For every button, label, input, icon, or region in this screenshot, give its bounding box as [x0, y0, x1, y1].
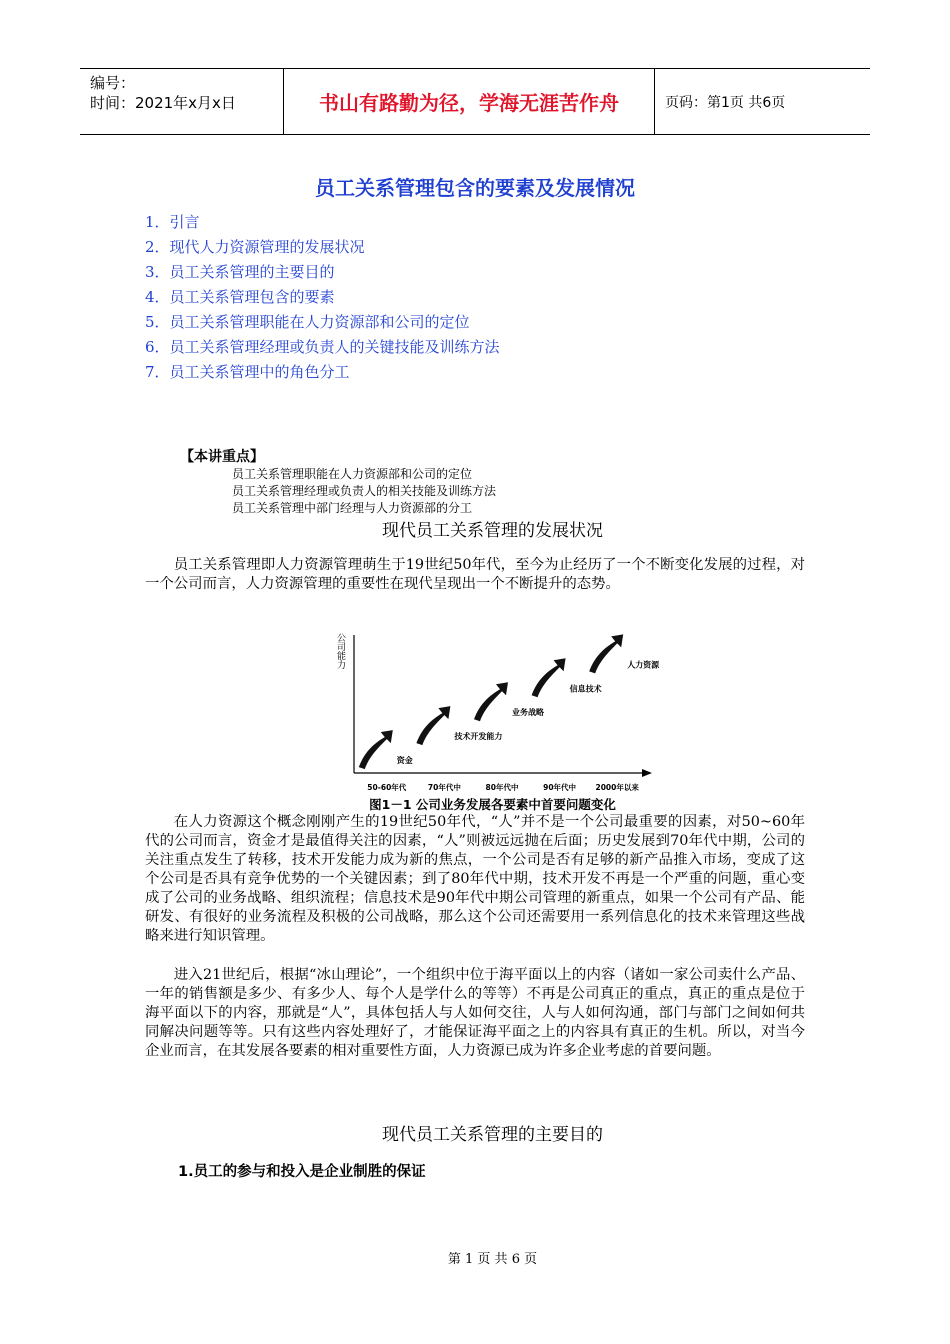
data-annotation-label: 资金	[396, 756, 413, 766]
data-point-arrow	[416, 706, 450, 745]
data-point-arrow	[589, 634, 623, 673]
figure-chart	[330, 625, 660, 800]
data-annotation-label: 人力资源	[627, 660, 660, 670]
toc-item[interactable]: 6．员工关系管理经理或负责人的关键技能及训练方法	[145, 338, 500, 356]
paragraph: 进入21世纪后，根据“冰山理论”，一个组织中位于海平面以上的内容（诸如一家公司卖什么产品、一年的销售额是多少、有多少人、每个人是学什么的等等）不再是公司真正的重点，真正的重点是位于海平面以下的内容，那就是“人”，具体包括人与人如何交往，人与人如何沟通，部门与部门之间如何共同解决问题等等。只有这些内容处理好了，才能保证海平面之上的内容具有真正的生机。所以，对当今企业而言，在其发展各要素的相对重要性方面，人力资源已成为许多企业考虑的首要问题。	[145, 967, 805, 1059]
header-page-info: 页码：第1页 共6页	[665, 94, 786, 111]
number-label: 编号：	[90, 74, 136, 92]
sub-heading: 1.员工的参与和投入是企业制胜的保证	[178, 1164, 426, 1180]
toc-item[interactable]: 2．现代人力资源管理的发展状况	[145, 238, 365, 256]
x-tick-label: 70年代中	[427, 783, 461, 792]
toc-item[interactable]: 4．员工关系管理包含的要素	[145, 288, 335, 306]
x-tick-label: 80年代中	[485, 783, 519, 792]
focus-item: 员工关系管理经理或负责人的相关技能及训练方法	[232, 484, 497, 498]
data-point-arrow	[359, 730, 393, 769]
x-tick-label: 50-60年代	[367, 783, 407, 792]
page-footer: 第 1 页 共 6 页	[447, 1252, 538, 1267]
data-annotation-label: 信息技术	[569, 684, 602, 694]
table-of-contents	[145, 210, 500, 385]
section-title: 现代员工关系管理的主要目的	[382, 1125, 603, 1145]
chart-svg	[330, 625, 660, 800]
x-tick-label: 90年代中	[543, 783, 577, 792]
toc-item[interactable]: 5．员工关系管理职能在人力资源部和公司的定位	[145, 313, 470, 331]
header-motto: 书山有路勤为径，学海无涯苦作舟	[283, 69, 655, 134]
data-point-arrow	[474, 682, 508, 721]
toc-item[interactable]: 1．引言	[145, 213, 200, 231]
x-tick-label: 2000年以来	[595, 783, 639, 792]
toc-item[interactable]: 7．员工关系管理中的角色分工	[145, 363, 350, 381]
paragraph: 在人力资源这个概念刚刚产生的19世纪50年代，“人”并不是一个公司最重要的因素，对50~60年代的公司而言，资金才是最值得关注的因素，“人”则被远远抛在后面；历史发展到70年代中期，公司的关注重点发生了转移，技术开发能力成为新的焦点，一个公司是否有足够的新产品推入市场，变成了这个公司是否具有竞争优势的一个关键因素；到了80年代中期，技术开发不再是一个严重的问题，重心变成了公司的业务战略、组织流程；信息技术是90年代中期公司管理的新重点，如果一个公司有产品、能研发、有很好的业务流程及积极的公司战略，那么这个公司还需要用一系列信息化的技术来管理这些战略来进行知识管理。	[145, 814, 805, 944]
section-title: 现代员工关系管理的发展状况	[382, 521, 603, 541]
document-title: 员工关系管理包含的要素及发展情况	[315, 176, 635, 200]
page-header	[80, 68, 870, 135]
focus-item: 员工关系管理中部门经理与人力资源部的分工	[232, 501, 473, 515]
focus-heading: 【本讲重点】	[180, 449, 264, 465]
data-annotation-label: 业务战略	[512, 708, 544, 718]
data-point-arrow	[532, 658, 566, 697]
paragraph: 员工关系管理即人力资源管理萌生于19世纪50年代，至今为止经历了一个不断变化发展的过程，对一个公司而言，人力资源管理的重要性在现代呈现出一个不断提升的态势。	[145, 557, 805, 592]
y-axis-label: 公司能力	[335, 633, 345, 669]
toc-item[interactable]: 3．员工关系管理的主要目的	[145, 263, 335, 281]
header-meta	[80, 69, 283, 134]
x-axis-arrow	[642, 769, 652, 777]
data-annotation-label: 技术开发能力	[454, 732, 503, 742]
time-label: 时间：2021年x月x日	[90, 94, 236, 112]
focus-item: 员工关系管理职能在人力资源部和公司的定位	[232, 467, 473, 481]
figure-caption: 图1－1 公司业务发展各要素中首要问题变化	[369, 797, 616, 812]
